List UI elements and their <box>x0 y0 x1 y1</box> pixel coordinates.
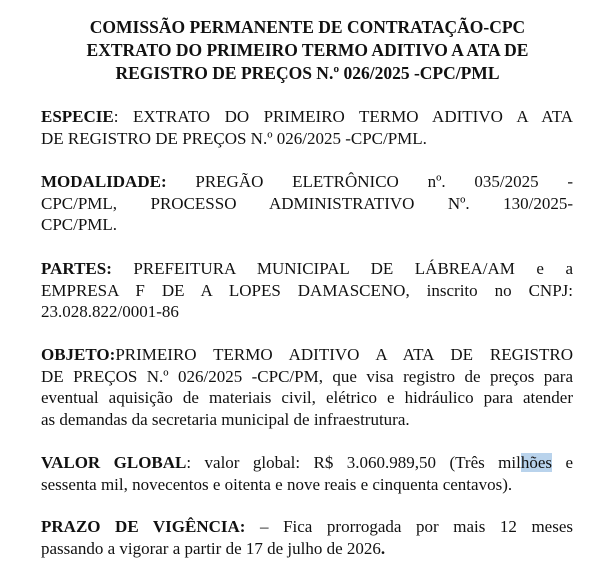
valor-global-line-2: sessenta mil, novecentos e oitenta e nove reais e cinquenta centavos). <box>41 474 513 494</box>
prazo-text-1: – Fica prorrogada por mais 12 meses <box>245 517 573 536</box>
objeto-line-4: as demandas da secretaria municipal de infraestrutura. <box>41 409 410 429</box>
header-registry-title: REGISTRO DE PREÇOS N.º 026/2025 -CPC/PML <box>115 63 500 83</box>
partes-text-1: PREFEITURA MUNICIPAL DE LÁBREA/AM e a <box>111 259 573 278</box>
prazo-line-1 <box>41 516 573 538</box>
prazo-text-2-end: . <box>380 538 386 558</box>
objeto-line-3: eventual aquisição de materiais civil, elétrico e hidráulico para atender <box>41 388 573 407</box>
modalidade-text-1: PREGÃO ELETRÔNICO nº. 035/2025 - <box>166 172 573 191</box>
especie-line-2: DE REGISTRO DE PREÇOS N.º 026/2025 -CPC/PML. <box>41 128 427 148</box>
especie-line-1 <box>41 106 573 128</box>
modalidade-line-1 <box>41 171 573 193</box>
partes-line-3: 23.028.822/0001-86 <box>41 302 179 321</box>
objeto-text-1: PRIMEIRO TERMO ADITIVO A ATA DE REGISTRO <box>115 345 573 364</box>
valor-global-section <box>41 452 573 495</box>
especie-label: ESPECIE <box>41 107 114 126</box>
valor-global-selection-highlight: hões <box>520 453 553 472</box>
prazo-section <box>41 516 573 559</box>
partes-section <box>41 258 573 323</box>
valor-global-text-1b: e <box>552 453 573 472</box>
partes-line-1 <box>41 258 573 280</box>
prazo-label: PRAZO DE VIGÊNCIA: <box>41 517 246 536</box>
especie-text-1: : EXTRATO DO PRIMEIRO TERMO ADITIVO A ATA <box>113 107 573 126</box>
prazo-text-2: passando a vigorar a partir de 17 de julho de 2026 <box>41 538 381 558</box>
valor-global-line-1 <box>41 452 573 474</box>
partes-line-2: EMPRESA F DE A LOPES DAMASCENO, inscrito no CNPJ: <box>41 280 573 300</box>
modalidade-line-3: CPC/PML. <box>41 215 118 234</box>
especie-section <box>41 106 573 149</box>
partes-label: PARTES: <box>41 259 112 278</box>
modalidade-label: MODALIDADE: <box>41 172 167 191</box>
modalidade-section <box>41 171 573 236</box>
modalidade-line-2: CPC/PML, PROCESSO ADMINISTRATIVO Nº. 130/2025- <box>41 193 573 213</box>
valor-global-text-1a: : valor global: R$ 3.060.989,50 (Três <box>186 453 499 472</box>
header-commission-title: COMISSÃO PERMANENTE DE CONTRATAÇÃO-CPC <box>89 17 526 37</box>
objeto-label: OBJETO: <box>41 345 116 364</box>
prazo-line-2 <box>41 538 573 560</box>
objeto-line-1 <box>41 344 573 366</box>
header-extract-title: EXTRATO DO PRIMEIRO TERMO ADITIVO A ATA DE <box>86 40 529 60</box>
valor-global-label: VALOR GLOBAL <box>41 453 187 472</box>
valor-global-selection-a: mil <box>498 453 521 472</box>
objeto-line-2: DE PREÇOS N.º 026/2025 -CPC/PM, que visa registro de preços para <box>41 366 573 386</box>
objeto-section <box>41 344 573 430</box>
document-header <box>40 16 575 85</box>
